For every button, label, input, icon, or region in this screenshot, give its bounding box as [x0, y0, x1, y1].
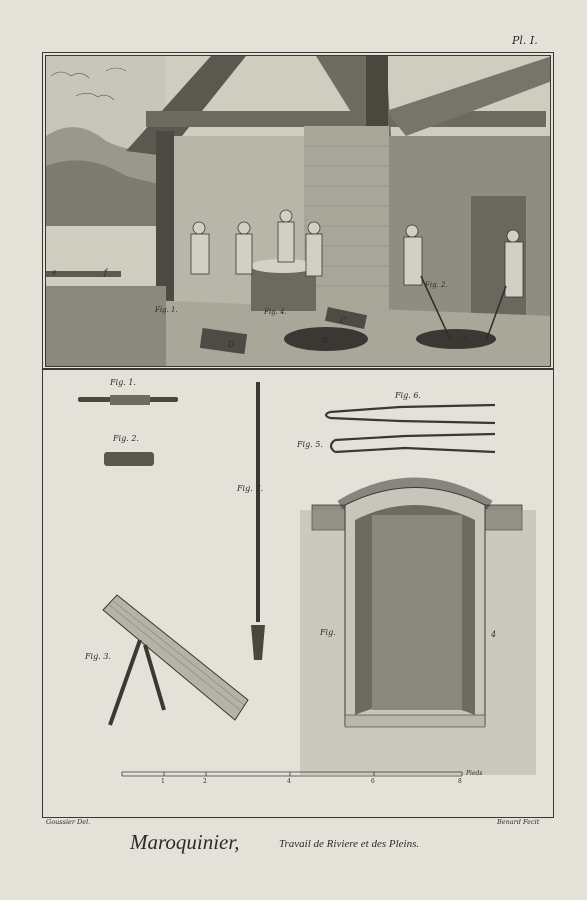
scale-tick-6: 6	[371, 778, 375, 785]
tool-pit-number: 4	[491, 630, 497, 639]
scale-unit: Pieds	[466, 770, 483, 777]
tool-pit-label: Fig.	[320, 628, 336, 637]
tool-fig6-label: Fig. 6.	[395, 391, 421, 400]
tool-fig7-label: Fig. 7.	[237, 484, 263, 493]
tool-fig2-label: Fig. 2.	[113, 434, 139, 443]
scene-letter-c: C	[340, 316, 347, 325]
scale-tick-2: 2	[203, 778, 207, 785]
credit-engraver: Benard Fecit	[497, 818, 540, 826]
scale-tick-4: 4	[287, 778, 291, 785]
scene-letter-b: B	[322, 336, 328, 345]
scene-fig2-label: Fig. 2.	[425, 281, 448, 289]
tool-fig1-label: Fig. 1.	[110, 378, 136, 387]
scene-letter-f: f	[104, 268, 107, 277]
scene-fig4-label: Fig. 4.	[264, 308, 287, 316]
tool-fig5-label: Fig. 5.	[297, 440, 323, 449]
scene-fig1-label: Fig. 1.	[155, 306, 178, 314]
tool-fig3-label: Fig. 3.	[85, 652, 111, 661]
plate-subtitle: Travail de Riviere et des Pleins.	[279, 838, 420, 850]
plate-title: Maroquinier,	[130, 830, 240, 854]
plate-number: Pl. I.	[512, 34, 538, 47]
scene-letter-e: e	[52, 268, 57, 277]
scale-tick-1: 1	[161, 778, 165, 785]
scene-letter-a: A	[462, 335, 468, 344]
credit-draftsman: Goussier Del.	[46, 818, 91, 826]
scale-tick-8: 8	[458, 778, 462, 785]
scene-letter-d: D	[228, 340, 235, 349]
